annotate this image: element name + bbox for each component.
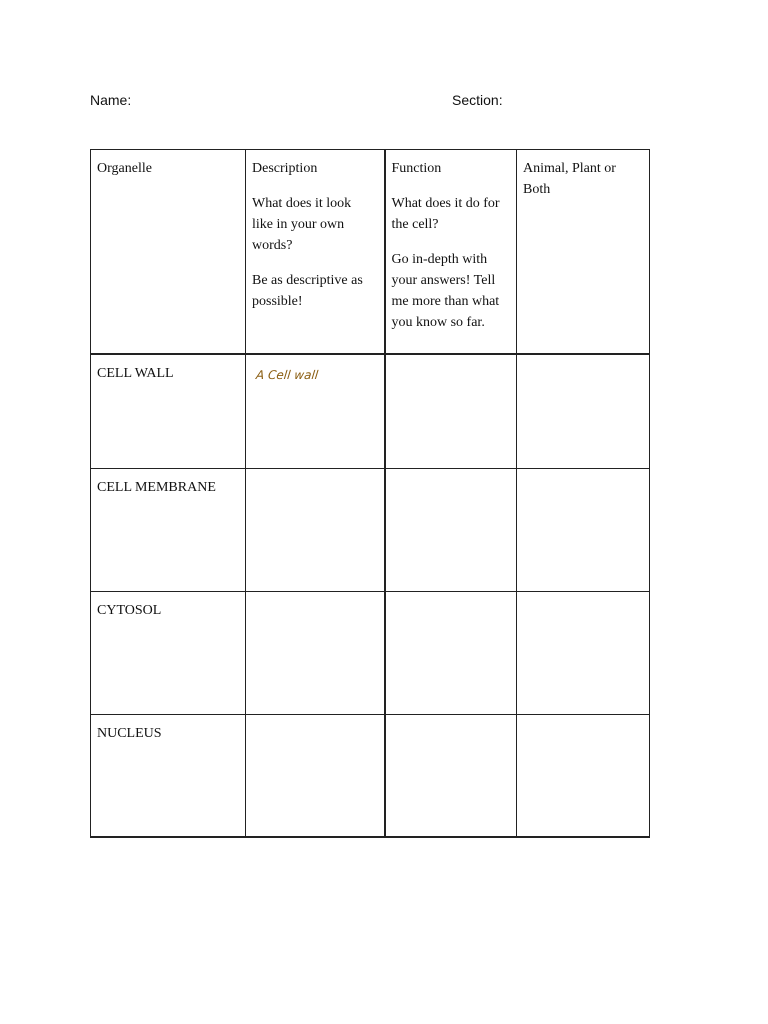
- name-label: Name:: [90, 92, 132, 108]
- prompt-line: the cell?: [391, 217, 439, 232]
- prompt-line: Be as descriptive as: [252, 273, 363, 288]
- prompt-line: like in your own: [252, 217, 345, 232]
- table-header-row: [91, 150, 650, 355]
- header-type-title-line1: Animal, Plant or: [523, 161, 616, 176]
- type-cell[interactable]: [517, 592, 650, 715]
- function-cell[interactable]: [385, 354, 517, 469]
- organelle-cell: CYTOSOL: [91, 592, 246, 715]
- section-label: Section:: [452, 92, 503, 108]
- organelle-table: [90, 149, 650, 838]
- header-function: [385, 150, 517, 355]
- prompt-line: Go in-depth with: [391, 252, 488, 267]
- header-type-title-line2: Both: [523, 182, 551, 197]
- prompt-line: possible!: [252, 294, 303, 309]
- description-cell[interactable]: [246, 354, 385, 469]
- table-row: [91, 354, 650, 469]
- header-description: [246, 150, 385, 355]
- header-organelle: [91, 150, 246, 355]
- header-animal-plant-both: [517, 150, 650, 355]
- type-cell[interactable]: [517, 469, 650, 592]
- function-prompt-2: [392, 249, 511, 333]
- description-cell[interactable]: [246, 715, 385, 838]
- function-cell[interactable]: [385, 592, 517, 715]
- prompt-line: What does it do for: [391, 196, 500, 211]
- type-cell[interactable]: [517, 715, 650, 838]
- prompt-line: your answers! Tell: [391, 273, 496, 288]
- description-cell[interactable]: [246, 592, 385, 715]
- table-row: [91, 592, 650, 715]
- type-cell[interactable]: [517, 354, 650, 469]
- description-cell[interactable]: [246, 469, 385, 592]
- header-organelle-title: Organelle: [97, 161, 152, 176]
- prompt-line: you know so far.: [391, 315, 485, 330]
- function-cell[interactable]: [385, 469, 517, 592]
- prompt-line: me more than what: [391, 294, 500, 309]
- prompt-line: words?: [252, 238, 293, 253]
- description-prompt-2: [252, 270, 378, 312]
- function-cell[interactable]: [385, 715, 517, 838]
- table-row: [91, 469, 650, 592]
- table-row: [91, 715, 650, 838]
- organelle-cell: CELL MEMBRANE: [91, 469, 246, 592]
- organelle-cell: CELL WALL: [91, 354, 246, 469]
- organelle-cell: NUCLEUS: [91, 715, 246, 838]
- description-prompt-1: [252, 193, 378, 256]
- header-description-title: Description: [252, 161, 318, 176]
- function-prompt-1: [392, 193, 511, 235]
- handwritten-answer: A Cell wall: [255, 368, 319, 382]
- header-function-title: Function: [391, 161, 442, 176]
- prompt-line: What does it look: [252, 196, 352, 211]
